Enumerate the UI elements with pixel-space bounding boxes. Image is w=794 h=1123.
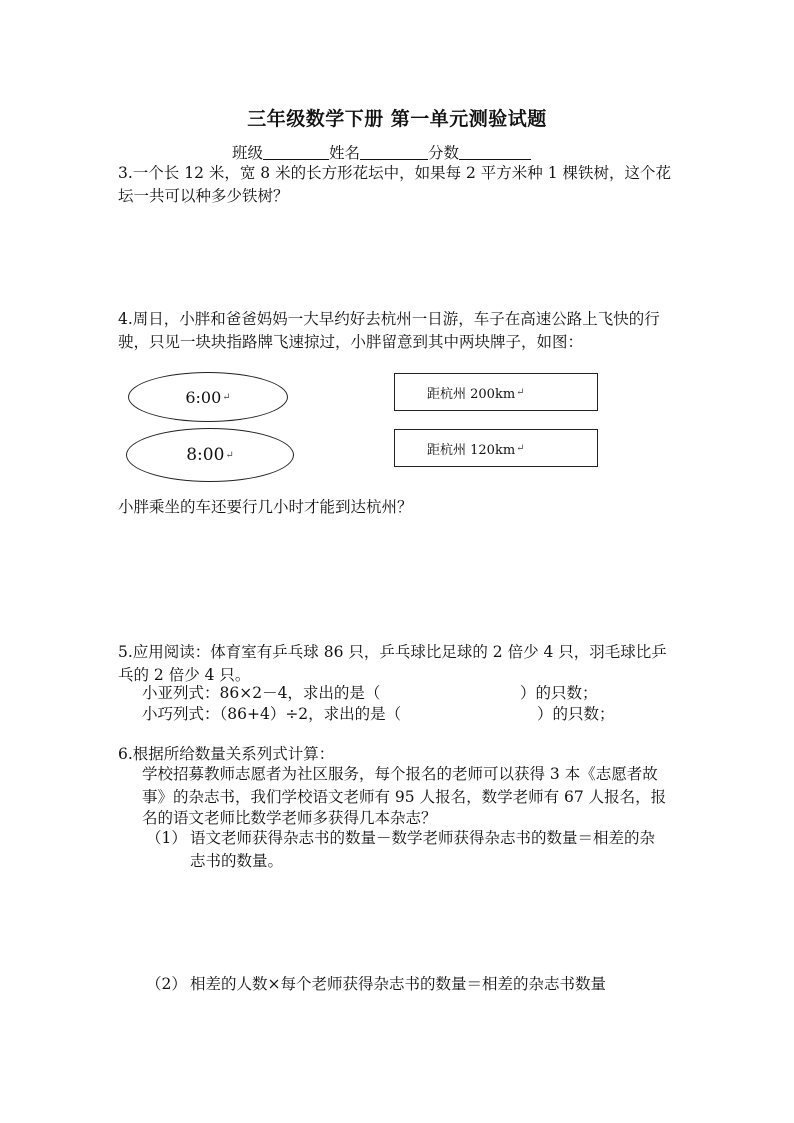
q6-sub2-line-1: 相差的人数×每个老师获得杂志书的数量＝相差的杂志书数量 [190, 975, 606, 993]
distance-sign-120 [394, 429, 598, 467]
distance-200-text: 距杭州 200km [427, 386, 516, 402]
class-label: 班级 [232, 144, 264, 162]
q3-line-1: 3.一个长 12 米，宽 8 米的长方形花坛中，如果每 2 平方米种 1 棵铁树，这个花 [118, 164, 672, 182]
clock-sign-6 [128, 372, 288, 422]
q5-line-3a: 小亚列式：86×2－4，求出的是（ [142, 684, 381, 702]
q3-line-2: 坛一共可以种多少铁树？ [118, 187, 289, 205]
q6-sub1-line-1: 语文老师获得杂志书的数量－数学老师获得杂志书的数量＝相差的杂 [190, 829, 656, 847]
q4-line-2: 驶，只见一块块指路牌飞速掠过，小胖留意到其中两块牌子，如图： [118, 333, 584, 351]
q6-line-4: 名的语文老师比数学老师多获得几本杂志？ [142, 809, 437, 827]
q6-line-2: 学校招募教师志愿者为社区服务，每个报名的老师可以获得 3 本《志愿者故 [142, 765, 658, 783]
q5-line-4a: 小巧列式：（86+4）÷2，求出的是（ [142, 705, 402, 723]
q4-line-1: 4.周日，小胖和爸爸妈妈一大早约好去杭州一日游，车子在高速公路上飞快的行 [118, 310, 660, 328]
q4-question: 小胖乘坐的车还要行几小时才能到达杭州？ [118, 498, 413, 516]
q6-sub1-number: （1） [146, 829, 187, 847]
distance-sign-200 [394, 373, 598, 411]
time-6-text: 6:00 [185, 387, 222, 407]
q5-line-2: 乓的 2 倍少 4 只。 [118, 666, 251, 684]
score-label: 分数 [428, 144, 460, 162]
page-title: 三年级数学下册 第一单元测验试题 [247, 108, 547, 130]
q6-line-3: 事》的杂志书，我们学校语文老师有 95 人报名，数学老师有 67 人报名，报 [142, 788, 667, 806]
return-mark-icon: ↵ [516, 386, 525, 398]
q6-line-1: 6.根据所给数量关系列式计算： [118, 745, 335, 763]
return-mark-icon: ↵ [516, 442, 525, 454]
q6-sub1-line-2: 志书的数量。 [190, 852, 284, 870]
name-label: 姓名 [329, 144, 361, 162]
score-blank[interactable] [459, 143, 531, 160]
return-mark-icon: ↵ [222, 391, 231, 403]
distance-120-text: 距杭州 120km [427, 442, 516, 458]
class-blank[interactable] [263, 143, 329, 160]
q5-line-4b: ）的只数； [537, 705, 615, 723]
clock-sign-8 [126, 428, 294, 482]
time-8-text: 8:00 [186, 445, 225, 465]
q5-line-3b: ）的只数； [520, 684, 598, 702]
return-mark-icon: ↵ [225, 449, 234, 461]
q6-sub2-number: （2） [146, 975, 187, 993]
student-info-line [232, 141, 531, 163]
name-blank[interactable] [360, 143, 428, 160]
q5-line-1: 5.应用阅读：体育室有乒乓球 86 只，乒乓球比足球的 2 倍少 4 只，羽毛球比乒 [118, 643, 667, 661]
